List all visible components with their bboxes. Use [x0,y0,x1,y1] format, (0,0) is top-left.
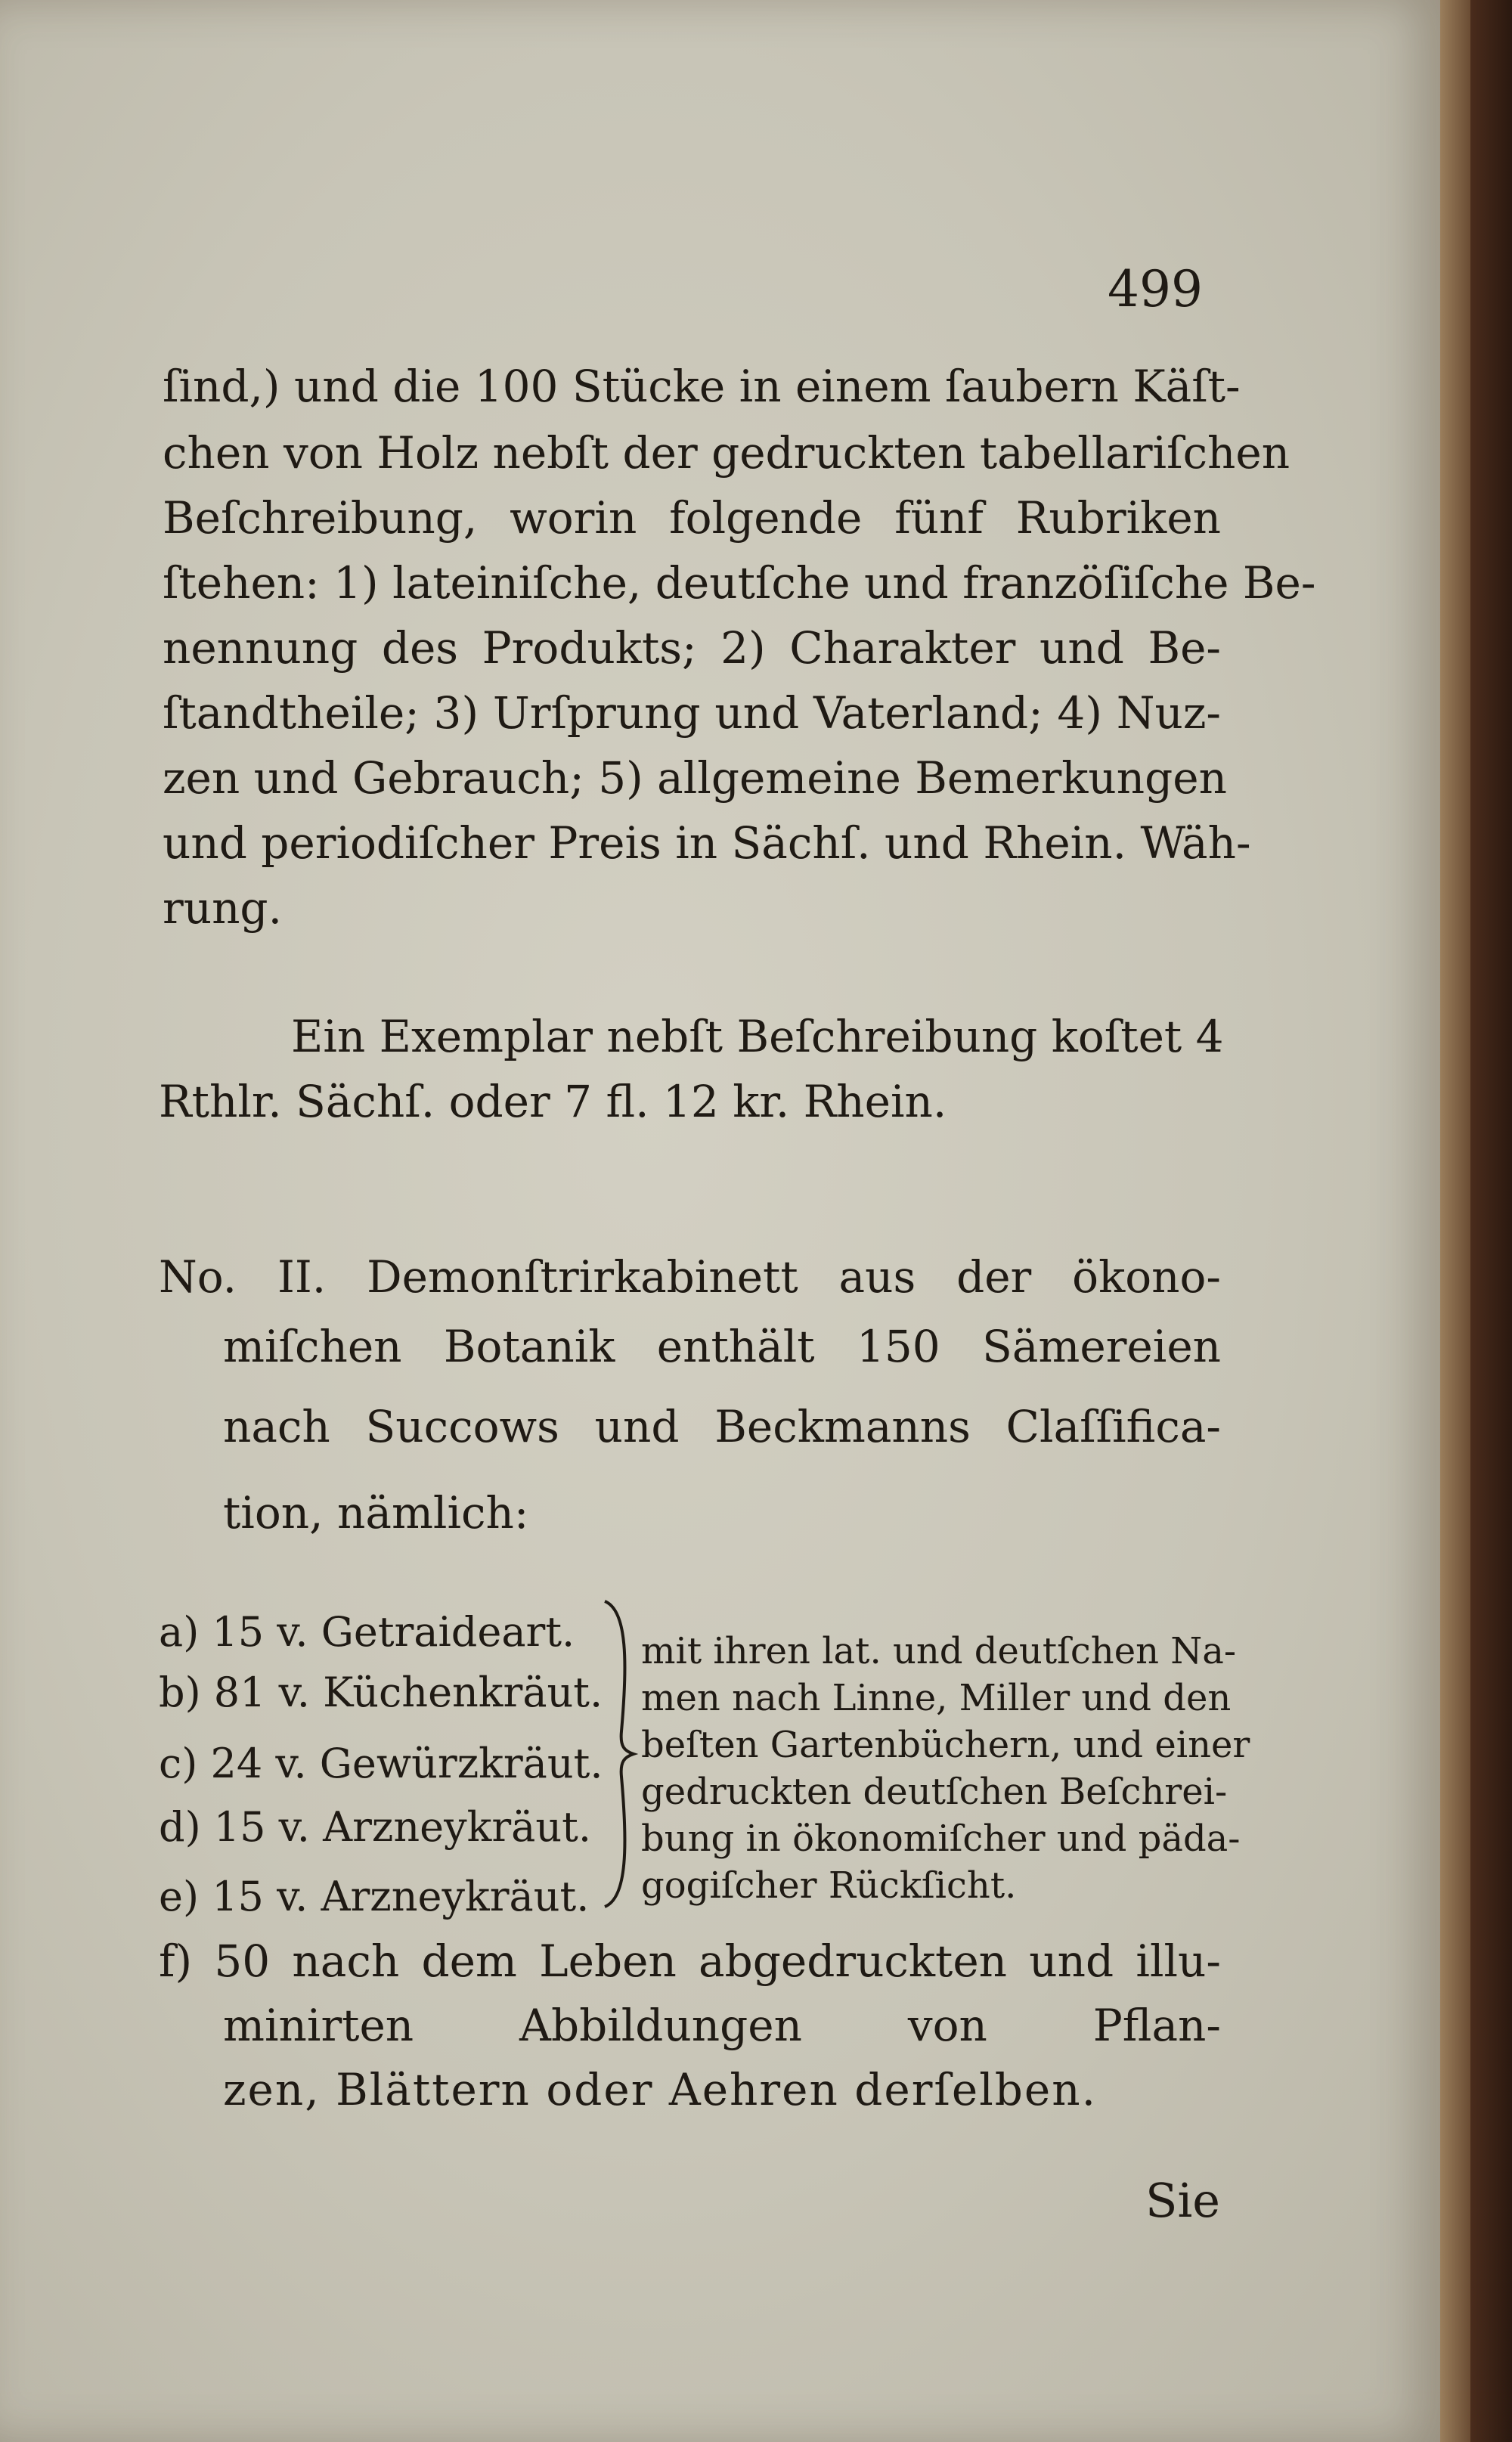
text-line: bung in ökonomiſcher und päda- [641,1818,1241,1860]
text-line: und periodiſcher Preis in Sächſ. und Rhein. Wäh- [163,817,1251,869]
text-line: zen und Gebrauch; 5) allgemeine Bemerkungen [163,752,1227,804]
list-item: d) 15 v. Arzneykräut. [159,1803,591,1851]
text-line: rung. [163,882,282,934]
page-edge [1440,0,1470,2442]
text-line: nach Succows und Beckmanns Claſſifica- [223,1401,1221,1452]
catchword: Sie [1145,2173,1220,2228]
text-line: miſchen Botanik enthält 150 Sämereien [223,1321,1221,1372]
text-line: nennung des Produkts; 2) Charakter und Be- [163,622,1221,674]
text-line: tion, nämlich: [223,1487,529,1539]
text-line: gogiſcher Rückſicht. [641,1864,1017,1907]
text-line: men nach Linne, Miller und den [641,1677,1232,1719]
book-binding [1470,0,1512,2442]
text-line: beſten Gartenbüchern, und einer [641,1724,1250,1766]
text-line: Beſchreibung, worin folgende fünf Rubriken [163,492,1221,544]
text-line: Rthlr. Sächſ. oder 7 fl. 12 kr. Rhein. [159,1076,947,1127]
text-line: Ein Exemplar nebſt Beſchreibung koſtet 4 [291,1011,1224,1062]
list-item: c) 24 v. Gewürzkräut. [159,1740,603,1787]
text-line: gedruckten deutſchen Beſchrei- [641,1771,1228,1813]
text-line: ſind,) und die 100 Stücke in einem ſaubern Käſt- [163,361,1241,412]
list-item: b) 81 v. Küchenkräut. [159,1669,603,1716]
text-line: zen, Blättern oder Aehren derſelben. [223,2064,1098,2115]
section-heading-line: No. II. Demonſtrirkabinett aus der ökono- [159,1251,1221,1303]
curly-brace [597,1595,643,1913]
text-line: ſtehen: 1) lateiniſche, deutſche und franzöſiſche Be- [163,557,1316,609]
list-item: e) 15 v. Arzneykräut. [159,1873,590,1920]
text-line: mit ihren lat. und deutſchen Na- [641,1630,1237,1672]
text-line: f) 50 nach dem Leben abgedruckten und illu- [159,1935,1221,1987]
text-line: minirten Abbildungen von Pflan- [223,2000,1221,2051]
page-number: 499 [1108,260,1203,318]
text-line: chen von Holz nebſt der gedruckten tabellariſchen [163,427,1290,479]
text-line: ſtandtheile; 3) Urſprung und Vaterland; 4) Nuz- [163,687,1221,739]
list-item: a) 15 v. Getraideart. [159,1608,575,1656]
